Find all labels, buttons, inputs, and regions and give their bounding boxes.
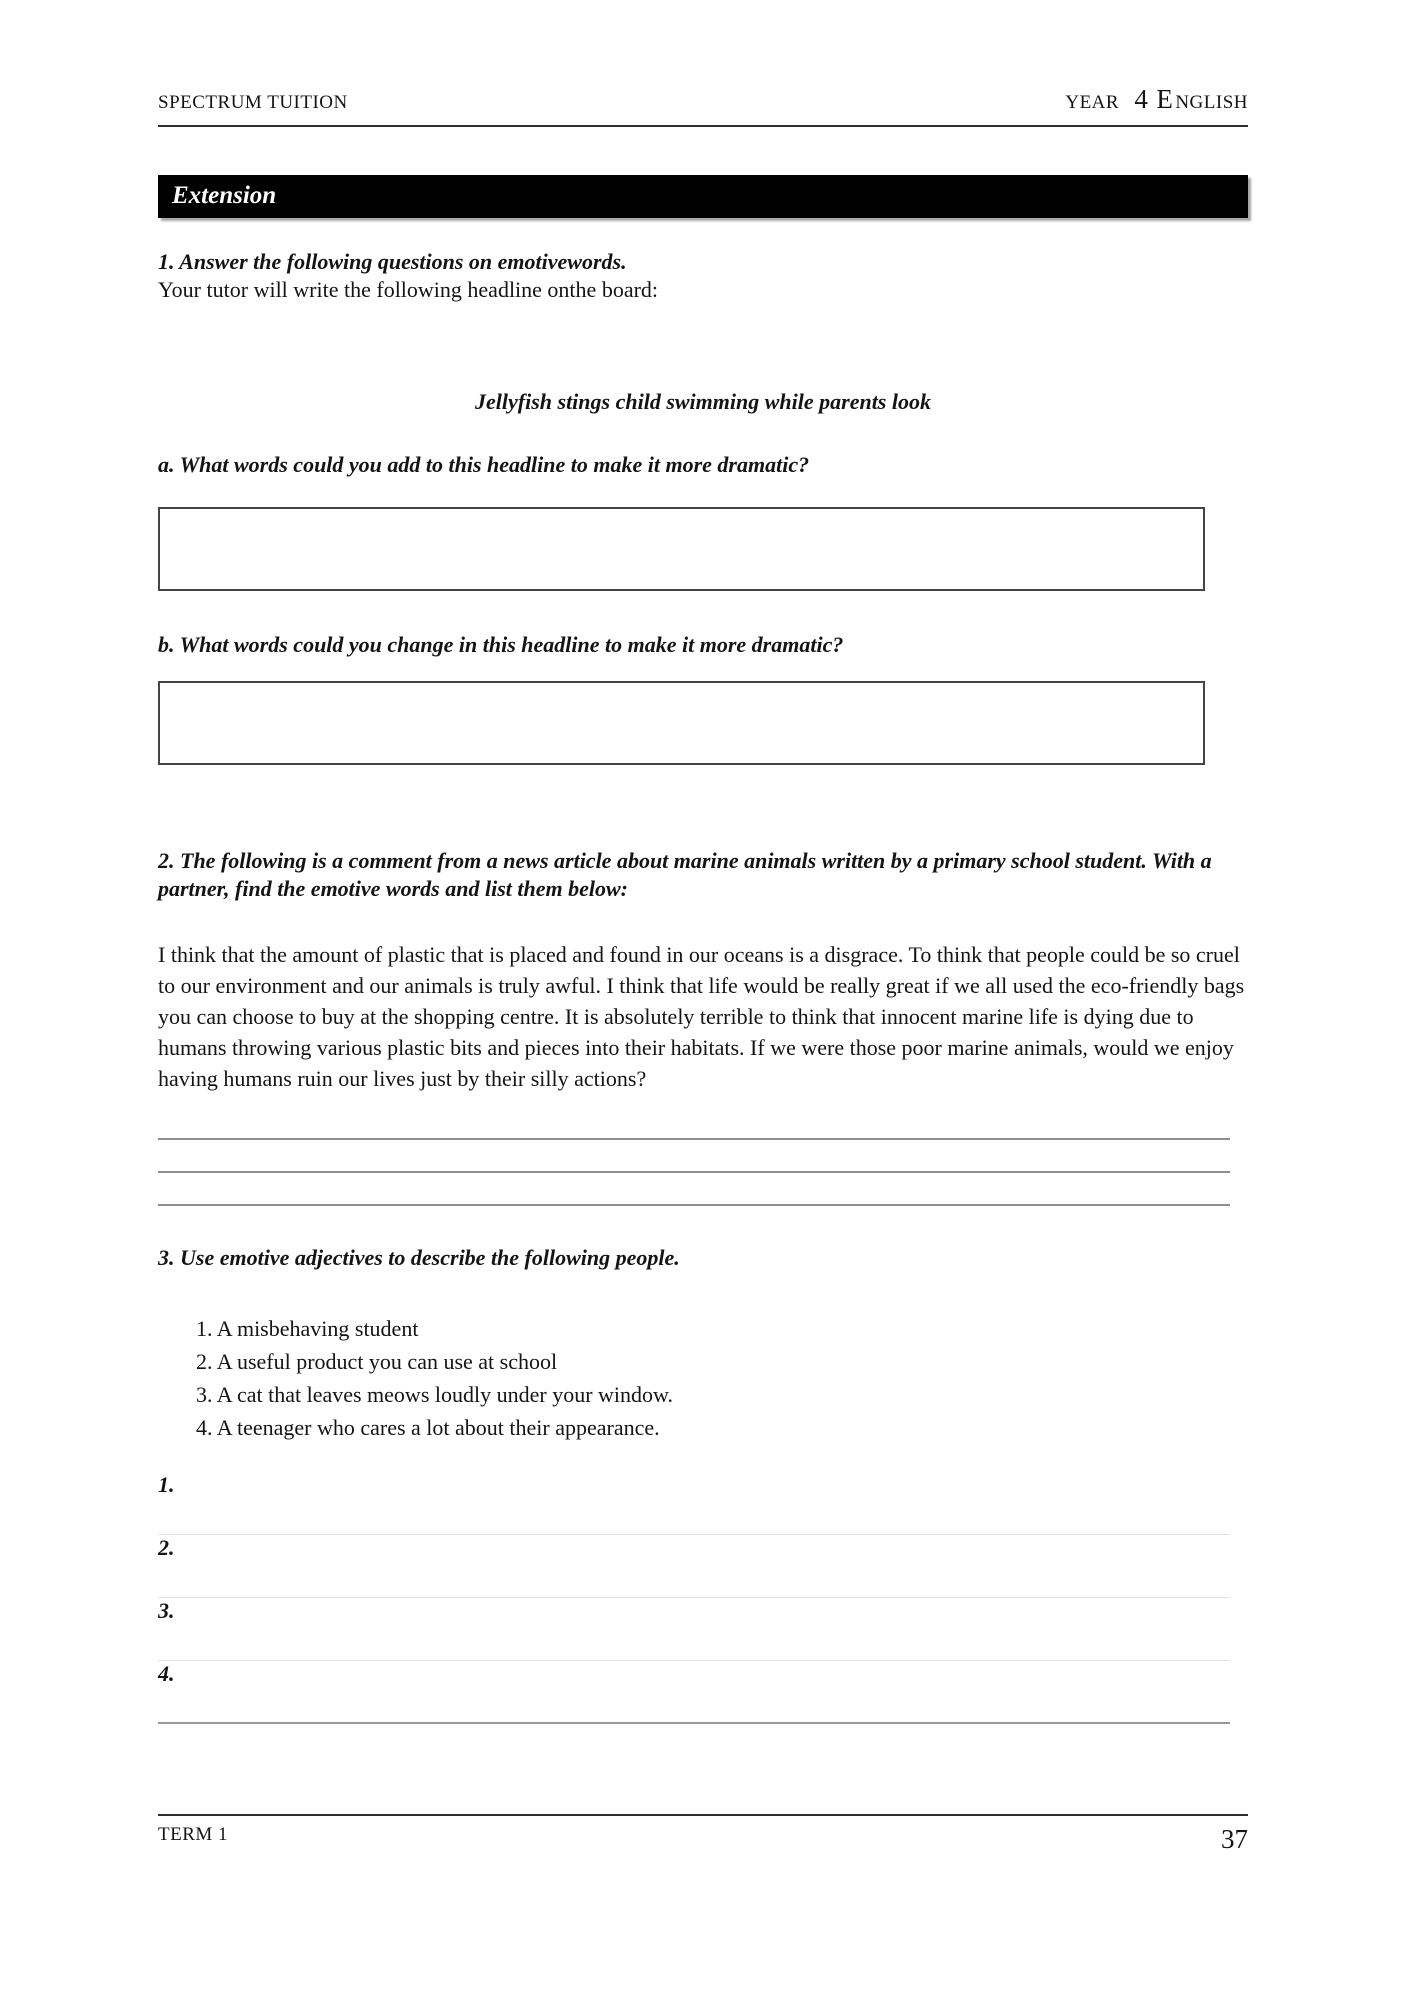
numbered-answer-row[interactable] xyxy=(158,1472,1230,1535)
question-3-answer-rows xyxy=(158,1472,1248,1724)
page-header xyxy=(158,84,1248,115)
answer-line[interactable] xyxy=(158,1204,1230,1206)
question-1a-heading: a. What words could you add to this headline to make it more dramatic? xyxy=(158,452,810,477)
passage-text: I think that the amount of plastic that is placed and found in our oceans is a disgrace. To think that people could be so cruel to our environment and our animals is truly awful. I think that life would be really great if we all used the eco-friendly bags you can choose to buy at the shopping centre. It is absolutely terrible to think that innocent marine life is dying due to humans throwing various plastic bits and pieces into their habitats. If we were those poor marine animals, would we enjoy having humans ruin our lives just by their silly actions? xyxy=(158,942,1245,1091)
header-right-title-initial: E xyxy=(1156,84,1174,114)
section-banner-label: Extension xyxy=(172,182,277,209)
numbered-answer-row[interactable] xyxy=(158,1598,1230,1661)
answer-line[interactable] xyxy=(158,1138,1230,1140)
answer-number: 1. xyxy=(158,1472,175,1497)
question-1b-heading: b. What words could you change in this headline to make it more dramatic? xyxy=(158,632,844,657)
answer-box-a[interactable] xyxy=(158,507,1205,591)
page-footer xyxy=(158,1814,1248,1855)
list-item: 4. A teenager who cares a lot about their appearance. xyxy=(196,1415,660,1440)
header-divider xyxy=(158,125,1248,127)
question-1-heading: 1. Answer the following questions on emotivewords. xyxy=(158,249,627,274)
header-left-title: SPECTRUM TUITION xyxy=(158,92,348,113)
footer-page-number: 37 xyxy=(1221,1824,1248,1854)
header-right-title-number: 4 xyxy=(1134,84,1149,114)
answer-box-b[interactable] xyxy=(158,681,1205,765)
answer-number: 3. xyxy=(158,1598,175,1623)
header-right-title xyxy=(1065,84,1248,115)
question-2-answer-lines xyxy=(158,1138,1248,1206)
question-2-heading: 2. The following is a comment from a news article about marine animals written by a primary school student. With a partner, find the emotive words and list them below: xyxy=(158,848,1212,901)
numbered-answer-row[interactable] xyxy=(158,1661,1230,1724)
answer-line[interactable] xyxy=(158,1171,1230,1173)
numbered-answer-row[interactable] xyxy=(158,1535,1230,1598)
answer-number: 4. xyxy=(158,1661,175,1686)
headline-text: Jellyfish stings child swimming while parents look xyxy=(475,389,931,414)
list-item: 3. A cat that leaves meows loudly under your window. xyxy=(196,1382,673,1407)
header-right-title-prefix: YEAR xyxy=(1065,92,1120,113)
section-banner xyxy=(158,175,1248,218)
question-3-heading: 3. Use emotive adjectives to describe the following people. xyxy=(158,1245,680,1270)
header-right-title-rest: NGLISH xyxy=(1175,92,1248,113)
list-item: 2. A useful product you can use at school xyxy=(196,1349,558,1374)
footer-term-label: TERM 1 xyxy=(158,1824,229,1845)
list-item: 1. A misbehaving student xyxy=(196,1316,419,1341)
question-3-list xyxy=(158,1312,1248,1444)
answer-number: 2. xyxy=(158,1535,175,1560)
question-1-intro: Your tutor will write the following headline onthe board: xyxy=(158,277,659,302)
